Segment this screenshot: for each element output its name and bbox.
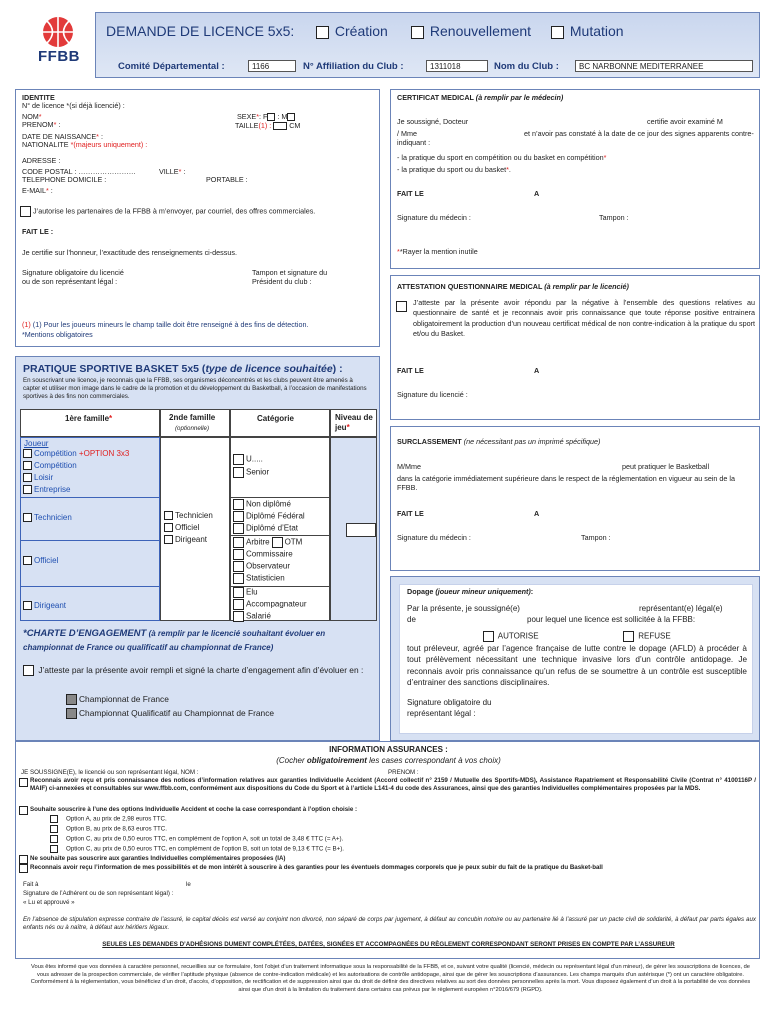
dopage-representant: représentant(e) légal(e) [639, 604, 723, 613]
nationalite-field[interactable] [22, 140, 147, 149]
dopage-title [407, 587, 533, 596]
identite-section [15, 89, 380, 347]
arbitre-checkbox[interactable] [233, 537, 244, 548]
taille-note: (1) : [258, 121, 272, 130]
assurance-title: INFORMATION ASSURANCES : [329, 745, 448, 754]
affiliation-label: N° Affiliation du Club : [303, 61, 404, 72]
entreprise-label: Entreprise [34, 485, 71, 494]
accompagnateur-option[interactable] [233, 599, 306, 610]
col4-body [330, 437, 377, 621]
bullet2-text: - la pratique du sport ou du basket [397, 165, 507, 174]
taille-field [235, 121, 300, 130]
attestation-title [397, 282, 629, 291]
sexe-f-checkbox[interactable] [267, 113, 275, 121]
u-label: U..... [246, 454, 263, 464]
u-option[interactable] [233, 454, 263, 465]
partenaires-checkbox[interactable] [20, 206, 31, 217]
col3-body [230, 437, 330, 621]
attestation-fait-le[interactable]: FAIT LE [397, 366, 424, 375]
sport-bullet: - la pratique du sport ou du basket*. [397, 165, 511, 174]
non-diplome-option[interactable] [233, 499, 291, 510]
salarie-option[interactable] [233, 611, 271, 622]
officiel-checkbox[interactable] [23, 556, 32, 565]
surclassement-text: dans la catégorie immédiatement supérieure dans le respect de la réglementation en vigueur au sein de la FFBB. [397, 474, 736, 493]
refuse-option[interactable] [623, 631, 671, 642]
col1-text: 1ère famille [65, 414, 110, 423]
renouvellement-checkbox[interactable] [411, 26, 424, 39]
col2-sub: (optionnelle) [175, 425, 210, 432]
certificat-title-italic: (à remplir par le médecin) [475, 93, 564, 102]
identite-title: IDENTITE [22, 93, 55, 102]
pratique-grid [20, 409, 377, 621]
competition-3x3-checkbox[interactable] [23, 449, 32, 458]
renouvellement-option[interactable] [411, 23, 531, 39]
creation-checkbox[interactable] [316, 26, 329, 39]
majeurs-note: *(majeurs uniquement) : [70, 140, 148, 149]
surclassement-peut: peut pratiquer le Basketball [622, 462, 710, 471]
technicien-checkbox[interactable] [23, 513, 32, 522]
joueur-label: Joueur [24, 439, 49, 448]
dopage-title-end: : [530, 587, 534, 596]
dopage-title-text: Dopage [407, 587, 434, 596]
logo-text: FFBB [38, 48, 80, 65]
refuse-checkbox[interactable] [623, 631, 634, 642]
mutation-label: Mutation [569, 23, 624, 39]
assurance-sub-bold: obligatoirement [306, 756, 367, 765]
docteur-field[interactable]: Je soussigné, Docteur [397, 117, 469, 126]
signature-licencie-label[interactable]: Signature obligatoire du licencié ou de son représentant légal : [22, 268, 124, 287]
officiel-option[interactable] [23, 556, 58, 566]
senior-checkbox[interactable] [233, 467, 244, 478]
assurance-subtitle [16, 756, 761, 766]
autorise-option[interactable] [483, 631, 539, 642]
autorise-label: AUTORISE [497, 631, 539, 641]
seules-text: SEULES LES DEMANDES D’ADHÉSIONS DUMENT COMPLÉTÉES, DATÉES, SIGNÉES ET ACCOMPAGNÉES DU RÈGLEMENT CORRESPONDANT SERONT PRISES EN COMPTE PAR L’ASSUREUR [102, 941, 675, 948]
dopage-soussigne[interactable]: Par la présente, je soussigné(e) [407, 604, 520, 613]
col1-body [20, 437, 160, 621]
taille-input[interactable] [273, 122, 287, 130]
nom-field[interactable]: NOM* [22, 112, 42, 121]
dirigeant2-label: Dirigeant [175, 535, 208, 544]
certificat-title-text: CERTIFICAT MEDICAL [397, 93, 474, 102]
charte-atteste-text: J’atteste par la présente avoir rempli et signé la charte d’engagement afin d’évoluer en : [38, 665, 364, 675]
dopage-title-italic: (joueur mineur uniquement) [435, 587, 531, 596]
email-label: E-MAIL [22, 186, 46, 195]
surclassement-signature[interactable]: Signature du médecin : [397, 533, 471, 542]
surclassement-mm[interactable]: M/Mme [397, 462, 421, 471]
autorise-checkbox[interactable] [483, 631, 494, 642]
adresse-field[interactable]: ADRESSE : [22, 156, 61, 165]
cm-label: CM [289, 121, 301, 130]
refuse-label: REFUSE [638, 631, 671, 641]
portable-field[interactable]: PORTABLE : [206, 175, 248, 184]
renouvellement-label: Renouvellement [429, 23, 532, 39]
pratique-title-text: PRATIQUE SPORTIVE BASKET 5x5 ( [23, 363, 206, 375]
assurance-section [15, 741, 760, 959]
accompagnateur-label: Accompagnateur [246, 599, 307, 609]
col2-body [160, 437, 230, 621]
loisir-checkbox[interactable] [23, 473, 32, 482]
observateur-checkbox[interactable] [233, 561, 244, 572]
technicien2-label: Technicien [175, 511, 213, 520]
championnat-qualif-option[interactable] [66, 708, 274, 719]
pratique-title [23, 363, 343, 375]
creation-option[interactable] [316, 23, 388, 39]
senior-label: Senior [246, 467, 270, 477]
statisticien-option[interactable] [233, 573, 285, 584]
option-a-checkbox[interactable] [50, 815, 58, 823]
mentions-note: *Mentions obligatoires [22, 330, 93, 339]
otm-label: OTM [284, 537, 303, 547]
footer-rgpd: Vous êtes informé que vos données à caractère personnel, recueillies sur ce formulaire, font l’objet d’un traitement informatique sous la responsabilité de la FFBB, et ce, suivant votre qualité (licencié, médecin ou représentant légal d’un mineur), de gérer les souscriptions de licences, de vous adresser de la prospection commerciale, de vérifier l’aptitude physique (absence de contre-indication médicale) et les autorisations de contrôle antidopage, ainsi que de gérer les souscriptions d’assurances. Les champs marqués d’un astérisque (*) ont un caractère obligatoire. Conformément à la réglementation, vous bénéficiez d’un droit, d’accès, d’opposition, de rectification et de suppression ainsi que du droit de définir des directives relatives au sort des données personnelles après la mort. Vous disposez également d’un droit à la portabilité de vos données ainsi que d’un droit à la limitation du traitement dans certains cas prévus par le règlement européen n°2016/679 (RGPD). [30, 964, 751, 994]
loisir-option[interactable] [23, 473, 53, 483]
commissaire-checkbox[interactable] [233, 549, 244, 560]
nom-label: NOM [22, 112, 39, 121]
technicien-option[interactable] [23, 513, 72, 523]
option-b-checkbox[interactable] [50, 825, 58, 833]
dopage-signature-2[interactable]: représentant légal : [407, 709, 476, 718]
loisir-label: Loisir [34, 473, 54, 482]
col1-label: 1ère famille* [65, 414, 113, 423]
competition-label: Compétition [34, 461, 77, 470]
pratique-title-end: ) : [332, 363, 343, 375]
attestation-signature[interactable]: Signature du licencié : [397, 390, 468, 399]
competition-checkbox[interactable] [23, 461, 32, 470]
col4-label: Niveau de jeu* [335, 413, 373, 433]
absence-text: En l’absence de stipulation expresse contraire de l’assuré, le capital décès est versé au conjoint non divorcé, non séparé de corps par jugement, à défaut au concubin notoire ou au partenaire lié à l’assuré par un pacte civil de solidarité, à défaut par parts égales aux enfants nés ou à naître, à défaut aux héritiers légaux. [23, 916, 756, 931]
cert-tampon[interactable]: Tampon : [599, 213, 629, 222]
nationalite-label: NATIONALITE [22, 140, 69, 149]
col2-label: 2nde famille [169, 413, 216, 422]
assurance-sub2: les cases correspondant à vos choix) [366, 756, 501, 765]
form-title: DEMANDE DE LICENCE 5x5: [106, 23, 295, 39]
elu-label: Elu [246, 587, 258, 597]
surclassement-tampon[interactable]: Tampon : [581, 533, 611, 542]
pratique-intro: En souscrivant une licence, je reconnais que la FFBB, ses organismes déconcentrés et les clubs peuvent être amenés à capter et utiliser mon image dans le cadre de la promotion et du développement du Basketball, à l’occasion de manifestations sportives à des fins non commerciales. [23, 377, 367, 400]
competition-bullet: - la pratique du sport en compétition ou du basket en compétition* [397, 153, 607, 162]
telephone-field[interactable]: TELEPHONE DOMICILE : [22, 175, 107, 184]
otm-checkbox[interactable] [272, 537, 283, 548]
commissaire-label: Commissaire [246, 549, 293, 559]
entreprise-option[interactable] [23, 485, 70, 495]
diplome-etat-option[interactable] [233, 523, 298, 534]
officiel2-label: Officiel [175, 523, 200, 532]
option-c1[interactable] [50, 835, 343, 843]
salarie-label: Salarié [246, 611, 271, 621]
cert-fait-le[interactable]: FAIT LE [397, 189, 424, 198]
surclassement-section [390, 426, 760, 571]
option-c2-checkbox[interactable] [50, 845, 58, 853]
comite-label: Comité Départemental : [118, 61, 225, 72]
pratique-title-italic: type de licence souhaitée [205, 363, 333, 375]
dirigeant-option[interactable] [23, 601, 66, 611]
fait-le-label[interactable]: FAIT LE : [22, 227, 54, 236]
attestation-a[interactable]: A [534, 366, 540, 375]
attestation-title-text: ATTESTATION QUESTIONNAIRE MEDICAL [397, 282, 543, 291]
prenom-label: PRENOM [22, 120, 54, 129]
col1-header [20, 409, 160, 437]
officiel2-option[interactable] [164, 523, 199, 533]
certificat-title [397, 93, 563, 102]
surclassement-fait-le[interactable]: FAIT LE [397, 509, 424, 518]
tampon-president-label[interactable]: Tampon et signature du Président du club : [252, 268, 328, 287]
attestation-title-italic: (à remplir par le licencié) [544, 282, 629, 291]
code-postal-field[interactable]: CODE POSTAL : …………………… [22, 167, 136, 176]
dopage-sollicitee: pour lequel une licence est sollicitée à la FFBB: [527, 615, 696, 624]
competition-3x3-option[interactable] [23, 449, 129, 459]
sexe-field: SEXE*: F : M [237, 112, 297, 121]
certificat-section [390, 89, 760, 269]
assurance-le[interactable]: le [186, 881, 191, 888]
option-c2[interactable] [50, 845, 344, 853]
ville-label: VILLE [159, 167, 179, 176]
option-b[interactable] [50, 825, 167, 833]
ville-field[interactable]: VILLE* : [159, 167, 186, 176]
col4-header [330, 409, 377, 437]
senior-option[interactable] [233, 467, 269, 478]
sexe-m-label: M [281, 112, 288, 121]
lu-approuve: « Lu et approuvé » [23, 899, 75, 906]
diplome-etat-checkbox[interactable] [233, 523, 244, 534]
diplome-federal-label: Diplômé Fédéral [246, 511, 305, 521]
officiel2-checkbox[interactable] [164, 523, 173, 532]
non-diplome-checkbox[interactable] [233, 499, 244, 510]
pratique-section [15, 356, 380, 741]
naissance-field[interactable]: DATE DE NAISSANCE* : [22, 132, 103, 141]
diplome-federal-option[interactable] [233, 511, 305, 522]
col3-label: Catégorie [257, 414, 294, 423]
notices-checkbox[interactable] [19, 778, 28, 787]
dopage-signature-1[interactable]: Signature obligatoire du [407, 698, 492, 707]
taille-label: TAILLE [235, 121, 259, 130]
surclassement-title-italic: (ne nécessitant pas un imprimé spécifique) [463, 437, 601, 446]
charte-subtitle: (à remplir par le licencié souhaitant évoluer en championnat de France ou qualificatif au championnat de France) [23, 629, 326, 652]
surclassement-title [397, 437, 600, 446]
u-checkbox[interactable] [233, 454, 244, 465]
code-postal-label: CODE POSTAL : [22, 167, 77, 176]
attestation-section [390, 275, 760, 420]
sexe-f-label: F [263, 112, 268, 121]
cert-a[interactable]: A [534, 189, 540, 198]
assurance-soussigne[interactable]: JE SOUSSIGNE(E), le licencié ou son représentant légal, NOM : [21, 769, 199, 776]
dirigeant-checkbox[interactable] [23, 601, 32, 610]
championnat-france-option[interactable] [66, 694, 169, 705]
officiel-label: Officiel [34, 556, 59, 565]
ne-souhaite-checkbox[interactable] [19, 855, 28, 864]
dirigeant2-option[interactable] [164, 535, 207, 545]
information-checkbox[interactable] [19, 864, 28, 873]
charte-title: *CHARTE D’ENGAGEMENT [23, 628, 147, 639]
championnat-france-label: Championnat de France [79, 694, 169, 704]
assurance-signature[interactable]: Signature de l’Adhérent ou de son représentant légal) : [23, 890, 174, 897]
niveau-jeu-input[interactable] [346, 523, 376, 537]
bullet1-text: - la pratique du sport en compétition ou du basket en compétition [397, 153, 604, 162]
assurance-fait-a[interactable]: Fait à [23, 881, 39, 888]
surclassement-title-text: SURCLASSEMENT [397, 437, 462, 446]
constat-text: et n’avoir pas constaté à la date de ce jour des signes apparents contre-indiquant : [397, 129, 754, 148]
ne-souhaite-text: Ne souhaite pas souscrire aux garanties Individuelles complémentaires proposées (IA) [30, 855, 286, 862]
technicien-label: Technicien [34, 513, 72, 522]
partenaires-label: J’autorise les partenaires de la FFBB à m’envoyer, par courriel, des offres commerciales. [33, 206, 316, 216]
sexe-m-checkbox[interactable] [287, 113, 295, 121]
affiliation-field[interactable]: 1311018 [426, 60, 488, 72]
arbitre-option[interactable] [233, 537, 302, 548]
col4-text: Niveau de jeu [335, 413, 373, 433]
dirigeant-label: Dirigeant [34, 601, 67, 610]
notices-text: Reconnais avoir reçu et pris connaissance des notices d’information relatives aux garanties Individuelle Accident (Accord collectif n° 2159 / Mutuelle des Sportifs-MDS), Assistance Rapatriement et Responsabilité Civile (Contrat n° 4100116P / MAIF) ci-annexées et consultables sur www.ffbb.com, conformément aux dispositions du Code du Sport et à l’article L141-4 du code des Assurances, ainsi que des garanties Individuelles complémentaires proposées par la MDS. [30, 777, 756, 792]
certifie-text: Je certifie sur l’honneur, l’exactitude des renseignements ci-dessus. [22, 248, 237, 257]
mutation-option[interactable] [551, 23, 624, 39]
option-c1-checkbox[interactable] [50, 835, 58, 843]
diplome-federal-checkbox[interactable] [233, 511, 244, 522]
competition-option[interactable] [23, 461, 77, 471]
note1-text: (1) Pour les joueurs mineurs le champ taille doit être renseigné à des fins de détection. [32, 320, 309, 329]
competition-3x3-label: Compétition [34, 449, 77, 458]
commissaire-option[interactable] [233, 549, 293, 560]
club-field[interactable]: BC NARBONNE MEDITERRANEE [575, 60, 753, 72]
naissance-label: DATE DE NAISSANCE [22, 132, 97, 141]
option-3x3-label: +OPTION 3x3 [78, 449, 130, 458]
email-field[interactable]: E-MAIL* : [22, 186, 53, 195]
technicien2-option[interactable] [164, 511, 213, 521]
col2-header [160, 409, 230, 437]
technicien2-checkbox[interactable] [164, 511, 173, 520]
mutation-checkbox[interactable] [551, 26, 564, 39]
dirigeant2-checkbox[interactable] [164, 535, 173, 544]
option-a[interactable] [50, 815, 167, 823]
rayer-note: **Rayer la mention inutile [397, 247, 478, 256]
taille-footnote: (1) (1) Pour les joueurs mineurs le champ taille doit être renseigné à des fins de détection. [22, 320, 309, 329]
observateur-option[interactable] [233, 561, 290, 572]
dopage-text: tout préleveur, agréé par l’agence française de lutte contre le dopage (AFLD) à procéder à tout prélèvement nécessitant une technique invasive lors d’un contrôle antidopage. Je reconnais avoir pris connaissance qu’un refus de se soumettre à un contrôle est susceptible d’entrainer des sanctions disciplinaires. [407, 644, 747, 688]
arbitre-label: Arbitre [246, 537, 270, 547]
statisticien-label: Statisticien [246, 573, 285, 583]
assurance-prenom[interactable]: PRENOM : [388, 769, 419, 776]
option-b-label: Option B, au prix de 8,63 euros TTC. [66, 825, 167, 833]
information-text: Reconnais avoir reçu l’information de mes possibilités et de mon intérêt à souscrire à des garanties pour les éventuels dommages corporels que je peux subir du fait de la pratique du Basket-ball [30, 864, 603, 871]
charte-checkbox[interactable] [23, 665, 34, 676]
option-c2-label: Option C, au prix de 0,50 euros TTC, en complément de l’option B, soit un total de 9,13 € TTC (= B+). [66, 845, 345, 853]
charte-atteste[interactable] [23, 664, 371, 677]
entreprise-checkbox[interactable] [23, 485, 32, 494]
creation-label: Création [334, 23, 388, 39]
examine-text: certifie avoir examiné M [647, 117, 723, 126]
championnat-qualif-checkbox[interactable] [66, 708, 77, 719]
charte-heading [23, 627, 373, 654]
licence-number-label[interactable]: N° de licence *(si déjà licencié) : [22, 101, 125, 110]
comite-field[interactable]: 1166 [248, 60, 296, 72]
sexe-label: SEXE [237, 112, 257, 121]
option-a-label: Option A, au prix de 2,98 euros TTC. [66, 815, 167, 823]
rayer-text: *Rayer la mention inutile [399, 247, 478, 256]
championnat-qualif-label: Championnat Qualificatif au Championnat de France [79, 708, 275, 718]
souscrire-checkbox[interactable] [19, 806, 28, 815]
club-label: Nom du Club : [494, 61, 559, 72]
col3-header [230, 409, 330, 437]
accompagnateur-checkbox[interactable] [233, 599, 244, 610]
option-c1-label: Option C, au prix de 0,50 euros TTC, en complément de l’option A, soit un total de 3,48 € TTC (= A+). [66, 835, 344, 843]
assurance-sub1: (Cocher [276, 756, 307, 765]
attestation-text: J’atteste par la présente avoir répondu par la négative à l’ensemble des questions relatives au questionnaire de santé et je reconnais avoir pris connaissance que toute réponse positive entrainera obligatoirement la production d’un nouveau certificat médical de non contre-indication à la pratique du sport et/ou du Basket. [413, 298, 755, 339]
salarie-checkbox[interactable] [233, 611, 244, 622]
ffbb-logo [30, 12, 86, 68]
championnat-france-checkbox[interactable] [66, 694, 77, 705]
statisticien-checkbox[interactable] [233, 573, 244, 584]
elu-checkbox[interactable] [233, 587, 244, 598]
header-panel [95, 12, 760, 78]
observateur-label: Observateur [246, 561, 291, 571]
dopage-de[interactable]: de [407, 615, 416, 624]
partenaires-option[interactable] [20, 206, 315, 217]
cert-signature-medecin[interactable]: Signature du médecin : [397, 213, 471, 222]
souscrire-text: Souhaite souscrire à l’une des options Individuelle Accident et coche la case correspondant à l’option choisie : [30, 806, 358, 813]
prenom-field[interactable]: PRENOM* : [22, 120, 61, 129]
diplome-etat-label: Diplômé d’Etat [246, 523, 299, 533]
elu-option[interactable] [233, 587, 258, 598]
attestation-checkbox[interactable] [396, 301, 407, 312]
mme-field[interactable]: / Mme [397, 129, 417, 138]
dopage-section [390, 576, 760, 741]
surclassement-a[interactable]: A [534, 509, 540, 518]
non-diplome-label: Non diplômé [246, 499, 291, 509]
